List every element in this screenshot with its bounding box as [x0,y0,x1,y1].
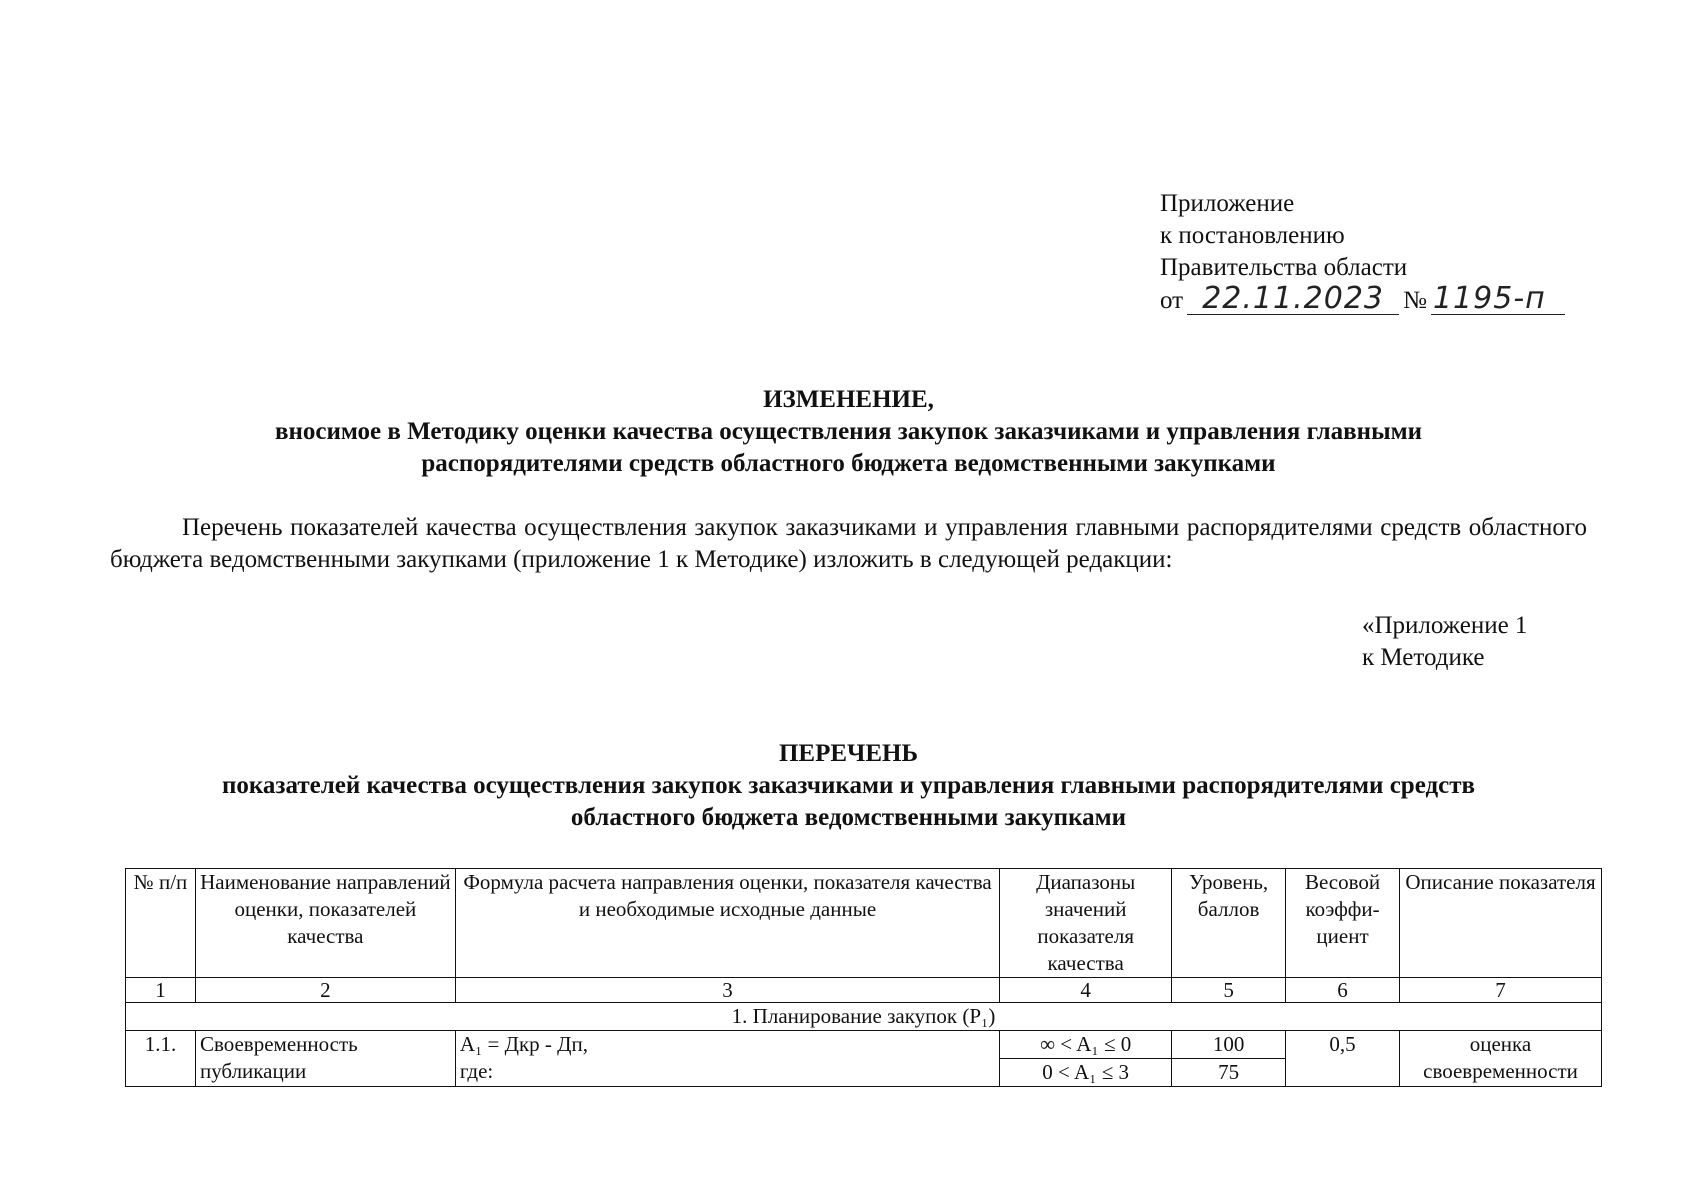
col-number: 5 [1172,978,1286,1003]
change-title-line-1: ИЗМЕНЕНИЕ, [763,386,934,413]
section-title: 1. Планирование закупок (P₁) [126,1003,1602,1031]
number-prefix: № [1403,287,1427,314]
section-row [126,1003,1602,1031]
row-level-1: 100 [1172,1031,1286,1059]
header-num: № п/п [126,869,196,978]
row-range-1: ∞ < A₁ ≤ 0 [1000,1031,1172,1059]
appendix-line-3: Правительства области [1160,254,1408,281]
change-title-line-3: распорядителями средств областного бюджета ведомственными закупками [421,450,1276,477]
intro-paragraph: Перечень показателей качества осуществления закупок заказчиками и управления главными распорядителями средств областного бюджета ведомственными закупками (приложение 1 к Методике) изложить в следующей редакции: [110,514,1587,573]
row-formula-line-2: где: [459,1059,494,1083]
col-number: 7 [1400,978,1602,1003]
row-name-line-2: публикации [199,1059,307,1083]
appendix-1-block [1362,610,1527,674]
table-row [126,1031,1602,1059]
table-header-row [126,869,1602,978]
row-name-line-1: Своевременность [199,1032,358,1056]
appendix-1-line-2: к Методике [1362,644,1485,671]
row-weight: 0,5 [1286,1031,1400,1087]
col-number: 1 [126,978,196,1003]
change-title-line-2: вносимое в Методику оценки качества осуществления закупок заказчиками и управления главными [274,418,1423,445]
col-number: 3 [455,978,999,1003]
appendix-date-line [1160,281,1565,317]
row-name [195,1031,455,1087]
appendix-line-2: к постановлению [1160,222,1345,249]
row-description-line-2: своевременности [1423,1059,1578,1083]
column-numbers-row [126,978,1602,1003]
row-number: 1.1. [126,1031,196,1087]
header-level: Уровень, баллов [1172,869,1286,978]
row-formula [455,1031,999,1087]
header-weight: Весовой коэффи-циент [1286,869,1400,978]
row-description-line-1: оценка [1469,1032,1532,1056]
header-formula: Формула расчета направления оценки, показателя качества и необходимые исходные данные [455,869,999,978]
handwritten-number: 1195-п [1431,284,1565,315]
appendix-block [1160,188,1565,317]
row-formula-line-1: A₁ = Дкр - Дп, [459,1032,588,1056]
indicators-table [125,868,1602,1087]
list-title-line-1: ПЕРЕЧЕНЬ [778,740,919,767]
appendix-line-1: Приложение [1160,190,1295,217]
date-prefix: от [1160,287,1184,314]
row-level-2: 75 [1172,1059,1286,1087]
col-number: 2 [195,978,455,1003]
handwritten-date: 22.11.2023 [1187,284,1399,315]
header-range: Диапазоны значений показателя качества [1000,869,1172,978]
appendix-1-line-1: «Приложение 1 [1362,612,1528,639]
list-title-line-3: областного бюджета ведомственными закупками [570,804,1127,831]
list-title-line-2: показателей качества осуществления закупок заказчиками и управления главными распорядителями средств [222,772,1475,799]
header-name: Наименование направлений оценки, показателей качества [195,869,455,978]
row-range-2: 0 < A₁ ≤ 3 [1000,1059,1172,1087]
col-number: 6 [1286,978,1400,1003]
col-number: 4 [1000,978,1172,1003]
row-description [1400,1031,1602,1087]
header-description: Описание показателя [1400,869,1602,978]
